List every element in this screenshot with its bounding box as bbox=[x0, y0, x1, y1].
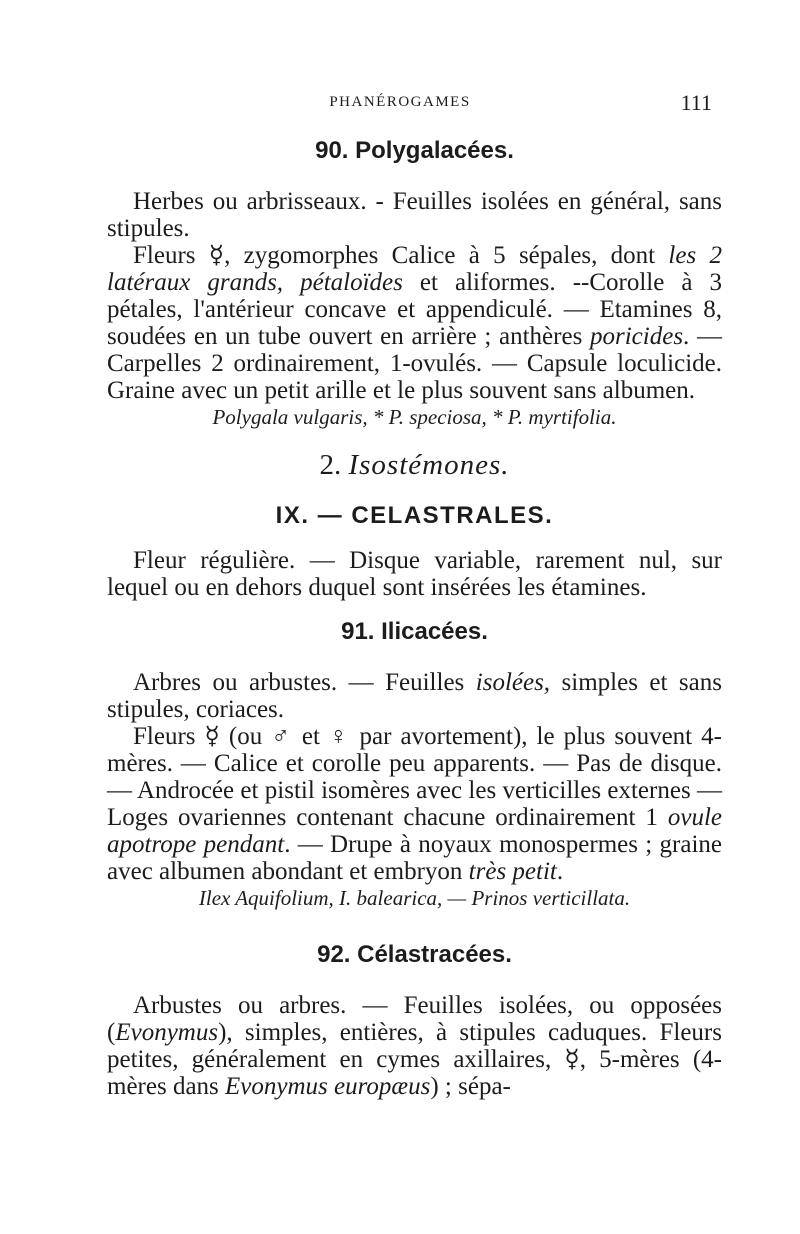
family-heading-celastracees: 92. Célastracées. bbox=[317, 941, 512, 968]
page-number: 111 bbox=[680, 90, 712, 115]
italic-run: ovule apotrope pendant bbox=[107, 804, 722, 858]
page-body bbox=[107, 134, 722, 1100]
family-heading-ilicacees: 91. Ilicacées. bbox=[341, 618, 488, 645]
paragraph-ilicacees-habit bbox=[107, 669, 722, 723]
text-run: . bbox=[556, 858, 564, 885]
text-run: Arbres ou arbustes. — Feuilles bbox=[133, 669, 476, 696]
group-heading-isostemones bbox=[107, 445, 722, 485]
italic-run: Evonymus europæus bbox=[225, 1073, 431, 1100]
text-run: . — Drupe à noyaux monospermes ; graine avec albumen abondant et embryon bbox=[107, 831, 722, 885]
paragraph-celastracees bbox=[107, 992, 722, 1100]
group-name: Isostémones. bbox=[348, 449, 510, 481]
paragraph-polygalacees-habit: Herbes ou arbrisseaux. - Feuilles isolées en général, sans stipules. bbox=[107, 188, 722, 242]
species-list-ilicacees: Ilex Aquifolium, I. balearica, — Prinos verticillata. bbox=[198, 886, 631, 910]
italic-run: très petit bbox=[468, 858, 557, 885]
italic-run: Evonymus bbox=[115, 1019, 219, 1046]
text-run: Arbustes ou arbres. — Feuilles isolées, ou opposées ( bbox=[107, 992, 722, 1046]
text-run: Fleurs ☿ (ou ♂ et ♀ par avortement), le plus souvent 4-mères. — Calice et corolle peu apparents. — Pas de disque. — Androcée et pistil isomères avec les verticilles externes — Loges ovariennes contenant chacune ordinairement 1 bbox=[107, 723, 722, 831]
text-run: ), simples, entières, à stipules caduques. Fleurs petites, généralement en cymes axillaires, ☿, 5-mères (4-mères dans bbox=[107, 1019, 722, 1100]
species-list-polygalacees: Polygala vulgaris, * P. speciosa, * P. myrtifolia. bbox=[212, 405, 617, 429]
order-heading-celastrales: IX. — CELASTRALES. bbox=[275, 502, 554, 529]
text-run: ) ; sépa- bbox=[430, 1073, 511, 1100]
running-title: PHANÉROGAMES bbox=[329, 94, 471, 110]
text-run: simples et sans stipules, coriaces. bbox=[107, 669, 722, 723]
paragraph-polygalacees-flowers bbox=[107, 242, 722, 404]
italic-run: poricides bbox=[590, 323, 684, 350]
family-heading-polygalacees: 90. Polygalacées. bbox=[315, 137, 514, 164]
group-number: 2. bbox=[319, 449, 342, 481]
text-run: . — Carpelles 2 ordinairement, 1-ovulés. — Capsule loculicide. Graine avec un petit arille et le plus souvent sans albumen. bbox=[107, 323, 722, 404]
page-header bbox=[0, 90, 800, 120]
paragraph-celastrales: Fleur régulière. — Disque variable, rarement nul, sur lequel ou en dehors duquel sont insérées les étamines. bbox=[107, 547, 722, 601]
italic-run: isolées, bbox=[475, 669, 551, 696]
text-run: Fleurs ☿, zygomorphes Calice à 5 sépales, dont bbox=[133, 242, 669, 269]
paragraph-ilicacees-flowers bbox=[107, 723, 722, 885]
text-run: et aliformes. --Corolle à 3 pétales, l'antérieur concave et appendiculé. — Etamines 8, soudées en un tube ouvert en arrière ; anthères bbox=[107, 269, 723, 350]
italic-run: les 2 latéraux grands, pétaloïdes bbox=[107, 242, 722, 296]
